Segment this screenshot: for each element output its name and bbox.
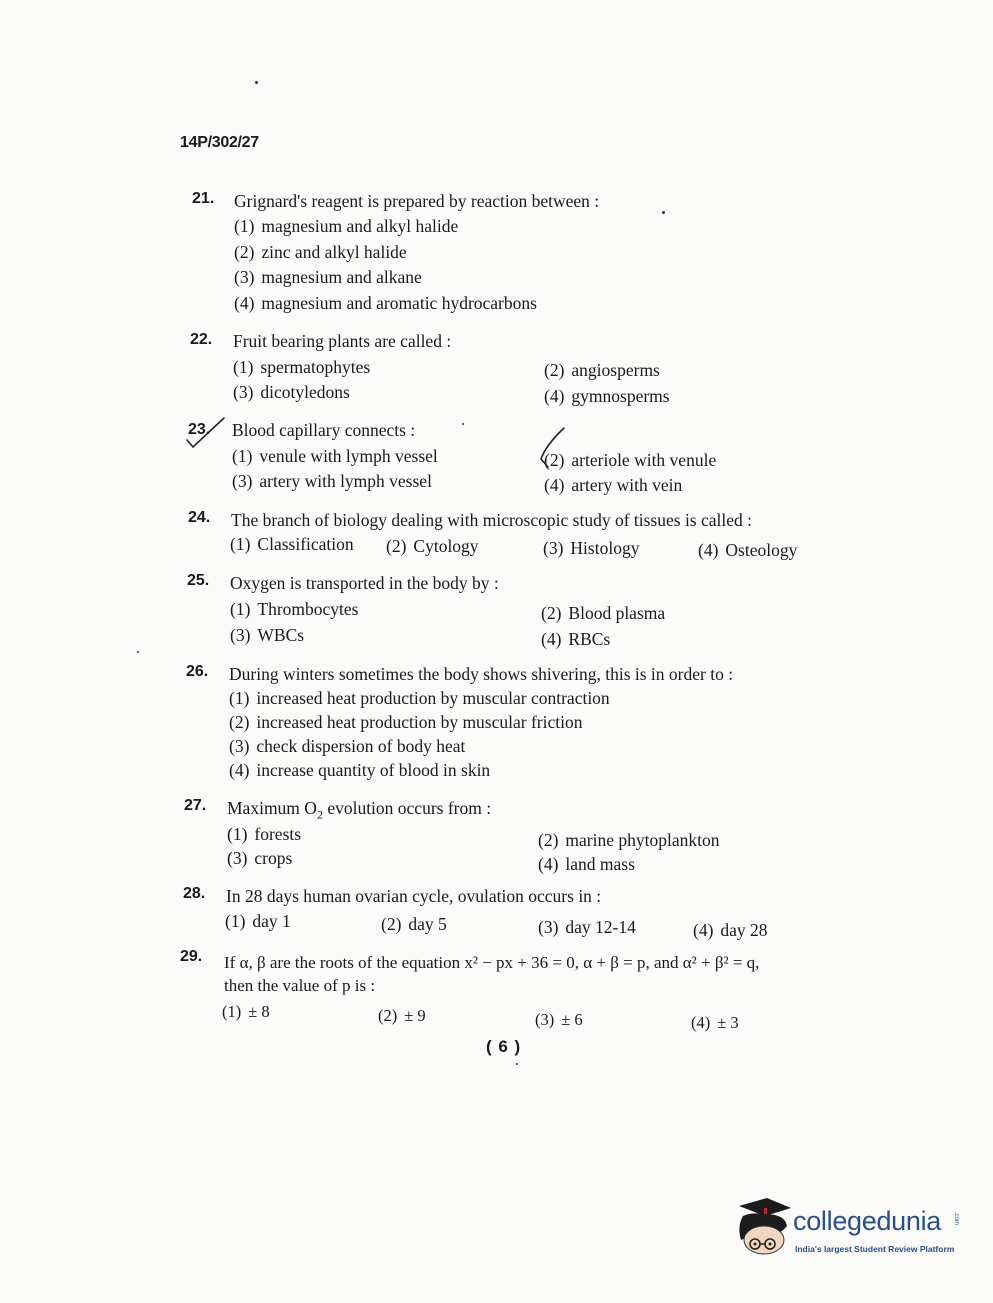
option-3: (3) check dispersion of body heat — [229, 736, 466, 756]
question-number: 23. — [188, 421, 211, 438]
option-4: (4) day 28 — [693, 920, 768, 940]
question-stem: Oxygen is transported in the body by : — [230, 573, 499, 593]
option-1: (1) day 1 — [225, 911, 291, 931]
question-stem-line-2: then the value of p is : — [224, 976, 376, 995]
option-4: (4) RBCs — [541, 629, 611, 649]
question-number: 25. — [187, 572, 210, 589]
option-2: (2) Blood plasma — [541, 603, 666, 623]
option-2: (2) arteriole with venule — [544, 450, 717, 470]
option-4: (4) land mass — [538, 854, 635, 874]
option-1: (1) Thrombocytes — [230, 599, 359, 619]
question-number: 24. — [188, 509, 211, 526]
scan-speck — [662, 211, 665, 214]
option-2: (2) zinc and alkyl halide — [234, 242, 407, 262]
option-1: (1) forests — [227, 824, 302, 844]
question-stem: During winters sometimes the body shows shivering, this is in order to : — [229, 664, 734, 684]
option-3: (3) crops — [227, 848, 293, 868]
option-3: (3) day 12-14 — [538, 917, 636, 937]
question-stem: Grignard's reagent is prepared by reaction between : — [234, 191, 600, 211]
question-stem: Maximum $O_2$ evolution occurs from : — [227, 798, 492, 822]
option-3: (3) WBCs — [230, 625, 305, 645]
question-number: 29. — [180, 948, 203, 965]
mascot-icon — [733, 1196, 795, 1260]
paper-code: 14P/302/27 — [180, 134, 259, 151]
scan-speck — [137, 651, 139, 653]
option-2: (2) day 5 — [381, 914, 447, 934]
option-2: (2) Cytology — [386, 536, 479, 556]
question-stem: If α, β are the roots of the equation x² − px + 36 = 0, α + β = p, and α² + β² = q, — [224, 953, 760, 972]
question-stem: The branch of biology dealing with microscopic study of tissues is called : — [231, 510, 753, 530]
option-4: (4) ± 3 — [691, 1013, 739, 1032]
option-2: (2) angiosperms — [544, 360, 660, 380]
collegedunia-logo[interactable] — [733, 1196, 963, 1266]
question-number: 28. — [183, 885, 206, 902]
handwritten-tick-mark — [184, 414, 228, 454]
option-3: (3) artery with lymph vessel — [232, 471, 432, 491]
question-stem: Blood capillary connects : — [232, 420, 416, 440]
question-stem: Fruit bearing plants are called : — [233, 331, 452, 351]
option-3: (3) magnesium and alkane — [234, 267, 422, 287]
option-4: (4) gymnosperms — [544, 386, 670, 406]
question-number: 22. — [190, 331, 213, 348]
option-1: (1) ± 8 — [222, 1002, 270, 1021]
question-number: 26. — [186, 663, 209, 680]
option-1: (1) increased heat production by muscular contraction — [229, 688, 610, 708]
logo-wordmark: collegedunia — [793, 1206, 942, 1236]
scan-speck — [255, 81, 258, 84]
option-4: (4) Osteology — [698, 540, 798, 560]
page-number: ( 6 ) — [486, 1037, 522, 1056]
question-number: 27. — [184, 797, 207, 814]
option-1: (1) spermatophytes — [233, 357, 371, 377]
option-3: (3) Histology — [543, 538, 640, 558]
question-stem: In 28 days human ovarian cycle, ovulation occurs in : — [226, 886, 602, 906]
option-4: (4) magnesium and aromatic hydrocarbons — [234, 293, 537, 313]
option-4: (4) increase quantity of blood in skin — [229, 760, 491, 780]
logo-tagline: India's largest Student Review Platform — [795, 1244, 955, 1254]
option-1: (1) Classification — [230, 534, 354, 554]
question-number: 21. — [192, 190, 215, 207]
scan-speck — [462, 423, 464, 425]
logo-tld: .com — [953, 1212, 959, 1226]
option-3: (3) ± 6 — [535, 1010, 583, 1029]
option-2: (2) marine phytoplankton — [538, 830, 720, 850]
option-2: (2) ± 9 — [378, 1006, 426, 1025]
option-4: (4) artery with vein — [544, 475, 683, 495]
option-3: (3) dicotyledons — [233, 382, 350, 402]
scan-speck — [516, 1063, 518, 1065]
option-2: (2) increased heat production by muscular friction — [229, 712, 583, 732]
option-1: (1) magnesium and alkyl halide — [234, 216, 459, 236]
option-1: (1) venule with lymph vessel — [232, 446, 438, 466]
